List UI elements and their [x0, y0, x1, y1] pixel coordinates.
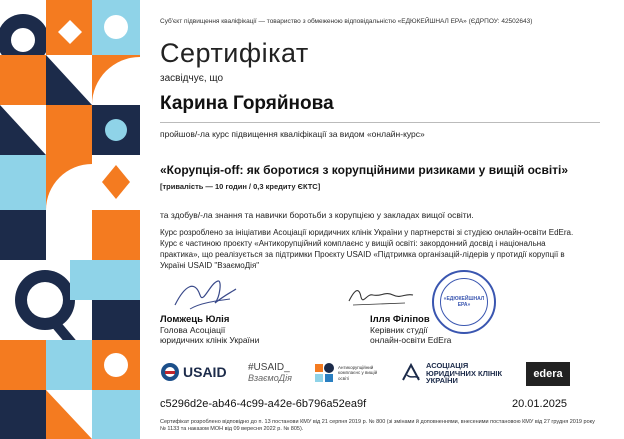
anticorruption-text: Антикорупційний комплаєнс у вищій освіті [338, 364, 378, 381]
official-stamp [432, 270, 496, 334]
divider [160, 122, 600, 123]
anticorruption-mark-icon [315, 362, 335, 384]
partner-logos [160, 362, 570, 390]
association-logo [400, 362, 502, 385]
signer-2-role-line2: онлайн-освіти EdEra [370, 335, 452, 345]
edera-logo [526, 362, 570, 386]
course-title: «Корупція-off: як боротися з корупційними ризиками у вищій освіті» [160, 163, 569, 177]
signer-1-role-line2: юридичних клінік України [160, 335, 260, 345]
association-line1: АСОЦІАЦІЯ [426, 361, 469, 370]
certificate-title: Сертифікат [160, 38, 309, 68]
anticorruption-logo [315, 362, 382, 384]
signer-1-name: Ломжець Юлія [160, 314, 230, 325]
association-line3: УКРАЇНИ [426, 376, 458, 385]
completed-text: пройшов/-ла курс підвищення кваліфікації за видом «онлайн-курс» [160, 129, 425, 139]
stamp-text: «ЕДЮКЕЙШНАЛ ЕРА» [440, 278, 488, 326]
usaid-text: USAID [183, 364, 227, 380]
usaid-logo [160, 362, 227, 382]
association-line2: ЮРИДИЧНИХ КЛІНІК [426, 368, 503, 378]
usaid-seal-icon [160, 362, 180, 382]
interaction-sub: ВзаємоДія [248, 373, 292, 383]
signature-1-image [170, 275, 240, 315]
decorative-pattern [0, 0, 140, 439]
edera-text: edera [533, 368, 563, 380]
signer-2-name: Ілля Філіпов [370, 314, 430, 325]
gained-skills-text: та здобув/-ла знання та навички боротьби з корупцією у закладах вищої освіти. [160, 210, 474, 220]
issue-date: 20.01.2025 [512, 398, 568, 410]
issuer-line: Суб'єкт підвищення кваліфікації — товариство з обмеженою відповідальністю «ЕДЮКЕЙШНАЛ ЕРА» (ЄДРПОУ: 42502643) [160, 18, 533, 25]
course-description: Курс розроблено за ініціативи Асоціації юридичних клінік України у партнерстві зі студією онлайн-освіти EdEra. Курс є частиною проєкту «Антикорупційний комплаєнс у вищій освіті: закордонний досвід і національна практика», що реалізується за підтримки Проєкту USAID «Підтримка організацій-лідерів у протидії корупції в Україні USAID "ВзаємоДія" [160, 228, 574, 270]
signature-1 [160, 314, 259, 345]
course-duration: [тривалість — 10 годин / 0,3 кредиту ЄКТС] [160, 182, 321, 191]
footer-note: Сертифікат розроблено відповідно до п. 13 постанови КМУ від 21 серпня 2019 р. № 800 (зі змінами й доповненнями, внесеними постановою КМУ від 27 грудня 2019 року № 1133 та наказом МОН від 09 вересня 2022 р. № 805). [160, 419, 595, 432]
signer-2-role-line1: Керівник студії [370, 325, 428, 335]
association-mark-icon [400, 362, 422, 384]
signer-1-role-line1: Голова Асоціації [160, 325, 226, 335]
certificate-id: c5296d2e-ab46-4c99-a42e-6b796a52ea9f [160, 398, 367, 410]
interaction-logo [248, 362, 292, 384]
signature-2-image [345, 283, 415, 313]
interaction-tag: #USAID_ [248, 362, 290, 373]
recipient-name: Карина Горяйнова [160, 93, 334, 114]
certifies-text: засвідчує, що [160, 73, 224, 84]
